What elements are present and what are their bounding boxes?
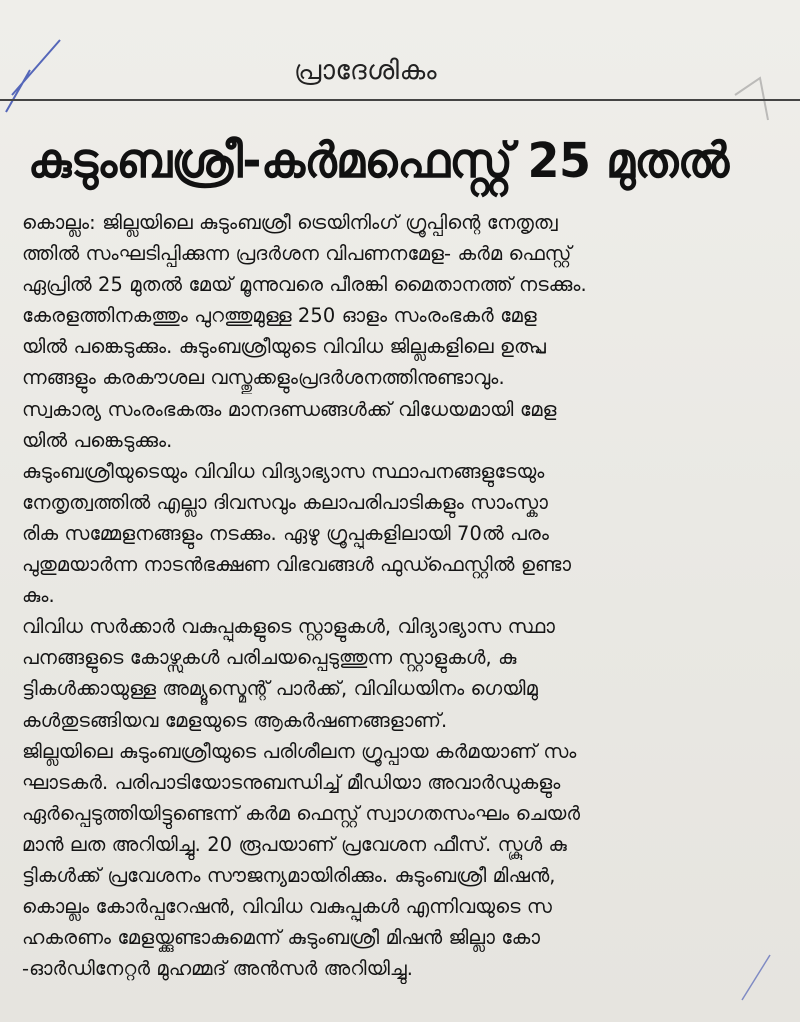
article-line: ജില്ലയിലെ കുടുംബശ്രീയുടെ പരിശീലന ഗ്രൂപ്പായ കർമയാണ് സം (22, 739, 577, 763)
article-body (22, 207, 774, 984)
article-line: ഏപ്രിൽ 25 മുതൽ മേയ് മൂന്നുവരെ പീരങ്കി മൈതാനത്ത് നടക്കും. (22, 273, 587, 297)
header-rule (0, 99, 800, 101)
article-line: കേരളത്തിനകത്തും പുറത്തുമുള്ള 250 ഓളം സംരംഭകർ മേള (22, 304, 537, 328)
article-line: കൊല്ലം: ജില്ലയിലെ കുടുംബശ്രീ ട്രെയിനിംഗ് ഗ്രൂപ്പിന്റെ നേതൃത്വ (22, 211, 558, 234)
article-line: ട്ടികൾക്കായുള്ള അമ്യൂസ്മെന്റ് പാർക്ക്, വിവിധയിനം ഗെയിമു (22, 677, 538, 701)
article-line: നേതൃത്വത്തിൽ എല്ലാ ദിവസവും കലാപരിപാടികളും സാംസ്കാ (22, 490, 548, 514)
article-line: ട്ടികൾക്ക് പ്രവേശനം സൗജന്യമായിരിക്കും. കുടുംബശ്രീ മിഷൻ, (22, 863, 556, 887)
article-line: സ്വകാര്യ സംരംഭകരും മാനദണ്ഡങ്ങൾക്ക് വിധേയമായി മേള (22, 397, 557, 421)
article-line: -ഓർഡിനേറ്റർ മുഹമ്മദ് അൻസർ അറിയിച്ചു. (22, 957, 414, 981)
article-line: കും. (22, 584, 55, 608)
article-line: ഏർപ്പെടുത്തിയിട്ടുണ്ടെന്ന് കർമ ഫെസ്റ്റ് സ്വാഗതസംഘം ചെയർ (22, 801, 581, 825)
article-line: ത്തിൽ സംഘടിപ്പിക്കുന്ന പ്രദർശന വിപണനമേള- കർമ ഫെസ്റ്റ് (22, 242, 572, 266)
article-line: വിവിധ സർക്കാർ വകുപ്പുകളുടെ സ്റ്റാളുകൾ, വിദ്യാഭ്യാസ സ്ഥാ (22, 615, 555, 639)
article-line: പുതുമയാർന്ന നാടൻഭക്ഷണ വിഭവങ്ങൾ ഫുഡ്ഫെസ്റ്റിൽ ഉണ്ടാ (22, 553, 572, 577)
article-line: കൾതുടങ്ങിയവ മേളയുടെ ആകർഷണങ്ങളാണ്. (22, 708, 448, 732)
article-line: രിക സമ്മേളനങ്ങളും നടക്കും. ഏഴു ഗ്രൂപ്പുകളിലായി 70ൽ പരം (22, 521, 549, 545)
article-line: ഘാടകർ. പരിപാടിയോടനുബന്ധിച്ച് മീഡിയാ അവാർഡുകളും (22, 770, 561, 794)
article-line: കൊല്ലം കോർപ്പറേഷൻ, വിവിധ വകുപ്പുകൾ എന്നിവയുടെ സ (22, 895, 552, 919)
article-line: മാൻ ലത അറിയിച്ചു. 20 രൂപയാണ് പ്രവേശന ഫീസ്. സ്കൂൾ കു (22, 832, 567, 856)
article-line: പനങ്ങളുടെ കോഴ്സുകൾ പരിചയപ്പെടുത്തുന്ന സ്റ്റാളുകൾ, കു (22, 646, 517, 670)
article-line: യിൽ പങ്കെടുക്കും. (22, 428, 173, 452)
article-line: കുടുംബശ്രീയുടെയും വിവിധ വിദ്യാഭ്യാസ സ്ഥാപനങ്ങളുടേയും (22, 459, 545, 483)
article-line: ന്നങ്ങളും കരകൗശല വസ്തുക്കളുംപ്രദർശനത്തിനുണ്ടാവും. (22, 366, 505, 390)
section-label: പ്രാദേശികം (294, 55, 438, 86)
headline: കുടുംബശ്രീ-കർമഫെസ്റ്റ് 25 മുതൽ (28, 132, 729, 189)
article-line: ഹകരണം മേളയ്ക്കുണ്ടാകുമെന്ന് കുടുംബശ്രീ മിഷൻ ജില്ലാ കോ (22, 926, 541, 950)
article-line: യിൽ പങ്കെടുക്കും. കുടുംബശ്രീയുടെ വിവിധ ജില്ലകളിലെ ഉത്പ്പ (22, 335, 546, 359)
